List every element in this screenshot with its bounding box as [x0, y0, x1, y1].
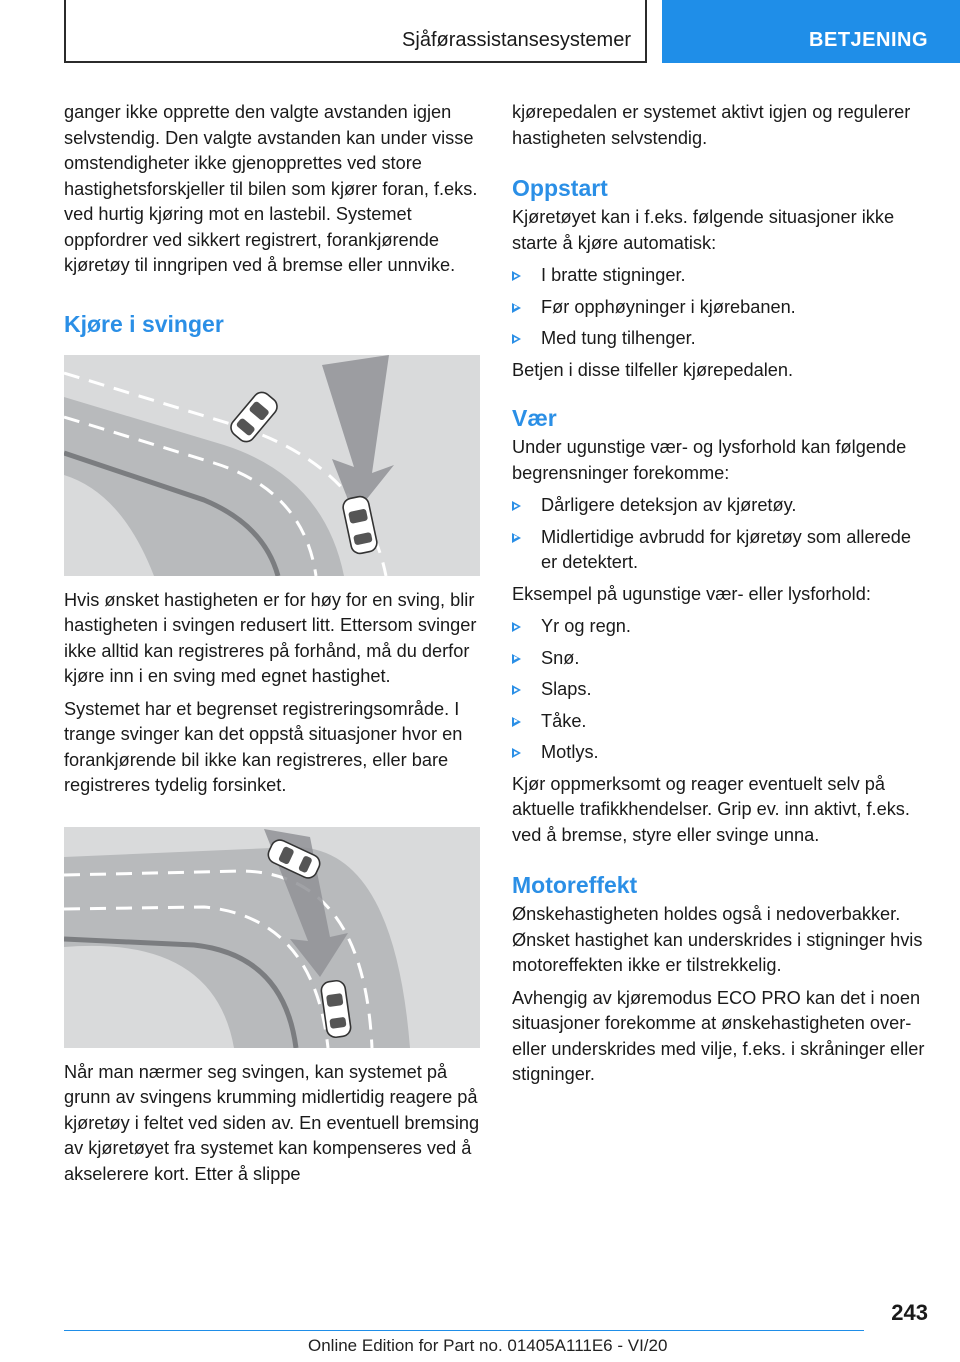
paragraph: Kjør oppmerksomt og reager eventuelt selv på aktuelle trafikkhendelser. Grip ev. inn aktivt, f.eks. ved å bremse, styre eller svinge unna.	[512, 773, 910, 845]
oppstart-list	[512, 263, 928, 352]
paragraph: Kjøretøyet kan i f.eks. følgende situasjoner ikke starte å kjøre automatisk:	[512, 207, 895, 253]
paragraph: Ønskehastigheten holdes også i nedoverbakker. Ønsket hastighet kan underskrides i stigninger hvis motoreffekten ikke er tilstrekkelig.	[512, 904, 923, 975]
curve-illustration-1	[64, 355, 480, 576]
edition-text: Online Edition for Part no. 01405A111E6 - VI/20	[308, 1336, 668, 1355]
triangle-bullet-icon	[512, 622, 521, 632]
footer-divider	[64, 1330, 864, 1331]
paragraph: Hvis ønsket hastigheten er for høy for en sving, blir hastigheten i svingen redusert litt. Ettersom svinger ikke alltid kan registreres på forhånd, må du derfor kjøre inn i en sving med egnet hastighet.	[64, 589, 477, 686]
triangle-bullet-icon	[512, 334, 521, 344]
list-item: Med tung tilhenger.	[512, 326, 928, 352]
header-section-box	[64, 0, 647, 63]
triangle-bullet-icon	[512, 271, 521, 281]
vaer-limitations-list	[512, 493, 928, 576]
paragraph: Eksempel på ugunstige vær- eller lysforhold:	[512, 583, 871, 604]
header-chapter-tab[interactable]	[662, 0, 960, 63]
vaer-conditions-list	[512, 614, 928, 766]
list-item: Før opphøyninger i kjørebanen.	[512, 295, 928, 321]
triangle-bullet-icon	[512, 654, 521, 664]
list-item: Tåke.	[512, 709, 928, 735]
list-item: Dårligere deteksjon av kjøretøy.	[512, 493, 928, 519]
chapter-title: BETJENING	[809, 29, 928, 51]
heading-motoreffekt: Motoreffekt	[512, 872, 638, 898]
paragraph: Under ugunstige vær- og lysforhold kan følgende begrensninger forekomme:	[512, 437, 907, 483]
list-item: I bratte stigninger.	[512, 263, 928, 289]
paragraph: Betjen i disse tilfeller kjørepedalen.	[512, 359, 794, 380]
paragraph: Systemet har et begrenset registreringsområde. I trange svinger kan det oppstå situasjoner hvor en forankjørende bil ikke kan registreres, eller bare registreres tydelig forsinket.	[64, 698, 463, 795]
list-item: Snø.	[512, 646, 928, 672]
paragraph: Avhengig av kjøremodus ECO PRO kan det i noen situasjoner forekomme at ønskehastigheten over- eller underskrides med vilje, f.eks. i skråninger eller stigninger.	[512, 987, 925, 1084]
section-title: Sjåførassistansesystemer	[402, 29, 631, 51]
list-item: Midlertidige avbrudd for kjøretøy som allerede er detektert.	[512, 525, 928, 576]
curve-illustration-2	[64, 827, 480, 1048]
list-item: Yr og regn.	[512, 614, 928, 640]
triangle-bullet-icon	[512, 685, 521, 695]
triangle-bullet-icon	[512, 501, 521, 511]
triangle-bullet-icon	[512, 303, 521, 313]
paragraph: kjørepedalen er systemet aktivt igjen og regulerer hastigheten selvstendig.	[512, 102, 911, 148]
paragraph: ganger ikke opprette den valgte avstanden igjen selvstendig. Den valgte avstanden kan under visse omstendigheter ikke gjenopprettes ved store hastighetsforskjeller til bilen som kjører foran, f.eks. ved hurtig kjøring mot en lastebil. Systemet oppfordrer ved sikkert registrert, forankjørende kjøretøy til inngripen ved å bremse eller unnvike.	[64, 102, 478, 275]
list-item: Slaps.	[512, 677, 928, 703]
heading-oppstart: Oppstart	[512, 175, 608, 201]
heading-kjore-i-svinger: Kjøre i svinger	[64, 310, 224, 337]
heading-vaer: Vær	[512, 405, 557, 431]
page-number: 243	[891, 1300, 928, 1325]
triangle-bullet-icon	[512, 748, 521, 758]
triangle-bullet-icon	[512, 533, 521, 543]
paragraph: Når man nærmer seg svingen, kan systemet på grunn av svingens krumming midlertidig reagere på kjøretøy i feltet ved siden av. En eventuell bremsing av kjøretøyet fra systemet kan kompenseres ved å akselerere kort. Etter å slippe	[64, 1061, 480, 1184]
triangle-bullet-icon	[512, 717, 521, 727]
right-column	[512, 100, 928, 1095]
list-item: Motlys.	[512, 740, 928, 766]
left-column	[64, 100, 480, 1194]
